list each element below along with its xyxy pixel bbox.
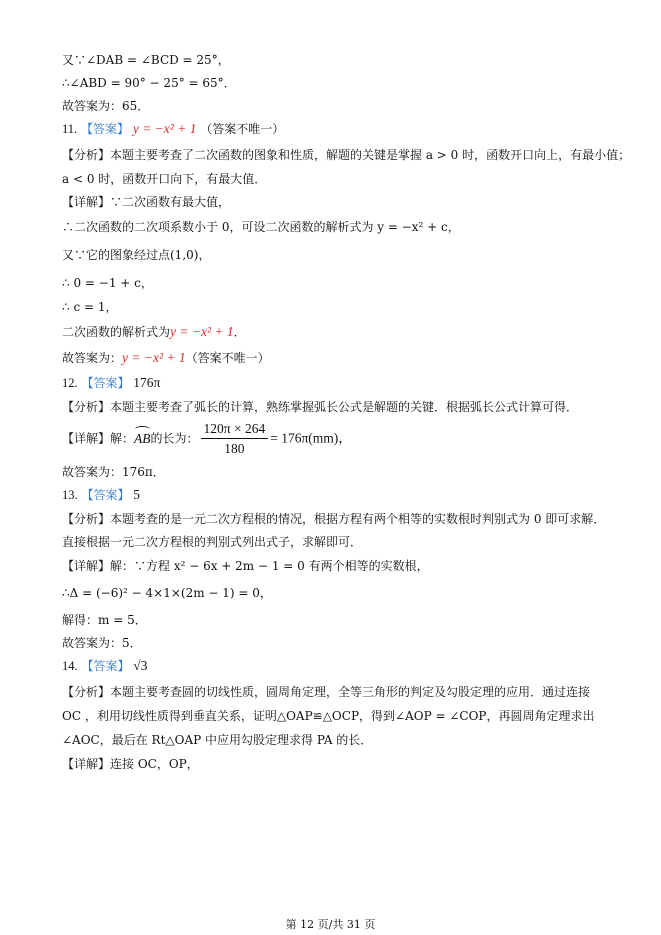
analysis-line [62,147,630,163]
fraction-denominator: 180 [224,441,245,456]
text-line: 又∵它的图象经过点(1,0)， [62,248,211,262]
text-line: 【详解】∵二次函数有最大值， [62,195,231,209]
text-line [62,350,270,366]
answer-value: 5 [133,487,141,502]
question-13-header [62,487,140,503]
text-span: ． [233,325,246,339]
answer-note: （答案不唯一） [200,122,285,136]
text-line: 又∵∠DAB = ∠BCD = 25°， [62,53,230,67]
question-number: 14. [62,659,78,673]
question-11-header [62,121,284,137]
answer-tag: 【答案】 [81,376,130,390]
answer-tag: 【答案】 [81,488,130,502]
formula-result: = 176π(mm)， [270,430,352,446]
text-line: ∴∠ABD = 90° − 25° = 65°． [62,76,236,90]
text-line: OC ，利用切线性质得到垂直关系，证明△OAP≌△OCP，得到∠AOP = ∠COP，再圆周角定理求出 [62,709,595,723]
page-footer: 第 12 页/共 31 页 [285,918,376,931]
question-number: 11. [62,122,78,136]
text-span: （答案不唯一） [185,351,270,365]
text-span: 二次函数的解析式为 [62,325,171,339]
arc-label: AB [134,429,151,449]
text-line: 【分析】本题主要考查了弧长的计算，熟练掌握弧长公式是解题的关键．根据弧长公式计算可得． [62,400,579,414]
text-line: ∴二次函数的二次项系数小于 0，可设二次函数的解析式为 y = −x² + c， [62,220,460,234]
text-line: 【分析】本题考查的是一元二次方程根的情况，根据方程有两个相等的实数根时判别式为 0 即可求解． [62,512,606,526]
text-line: ∠AOC，最后在 Rt△OAP 中应用勾股定理求得 PA 的长． [62,733,373,747]
text-line: ∴ 0 = −1 + c， [62,276,153,290]
text-line: a < 0 时，函数开口向下，有最大值． [62,172,267,186]
analysis-text: 本题主要考查了二次函数的图象和性质，解题的关键是掌握 a > 0 时，函数开口向上，有最小值； [110,148,631,162]
answer-value: √3 [133,658,148,673]
text-line: 【分析】本题主要考查圆的切线性质，圆周角定理，全等三角形的判定及勾股定理的应用．通过连接 [62,685,591,699]
formula-line [62,421,352,457]
text-span: 故答案为： [62,351,123,365]
text-line: ∴Δ = (−6)² − 4×1×(2m − 1) = 0， [62,586,272,600]
question-14-header [62,658,147,674]
text-line: 【详解】解：∵方程 x² − 6x + 2m − 1 = 0 有两个相等的实数根， [62,559,429,573]
analysis-tag: 【分析】 [62,148,111,162]
answer-value: y = −x² + 1 [132,121,197,136]
text-line: ∴ c = 1， [62,300,118,314]
text-span: 【详解】解： [62,431,135,446]
text-span: 的长为： [150,431,199,446]
answer-value: 176π [133,375,161,390]
text-line: 解得：m = 5． [62,613,147,627]
text-line: 【详解】连接 OC，OP， [62,757,199,771]
highlight-formula: y = −x² + 1 [170,324,234,339]
question-number: 12. [62,376,78,390]
fraction [201,421,269,457]
text-line: 直接根据一元二次方程根的判别式列出式子，求解即可． [62,535,363,549]
answer-tag: 【答案】 [81,659,130,673]
text-line: 故答案为：65． [62,99,150,113]
text-line: 故答案为：5． [62,636,142,650]
text-line [62,324,246,340]
answer-tag: 【答案】 [81,122,130,136]
question-12-header [62,375,160,391]
text-line: 故答案为：176π． [62,465,165,479]
question-number: 13. [62,488,78,502]
fraction-numerator: 120π × 264 [201,421,269,439]
highlight-formula: y = −x² + 1 [122,350,186,365]
